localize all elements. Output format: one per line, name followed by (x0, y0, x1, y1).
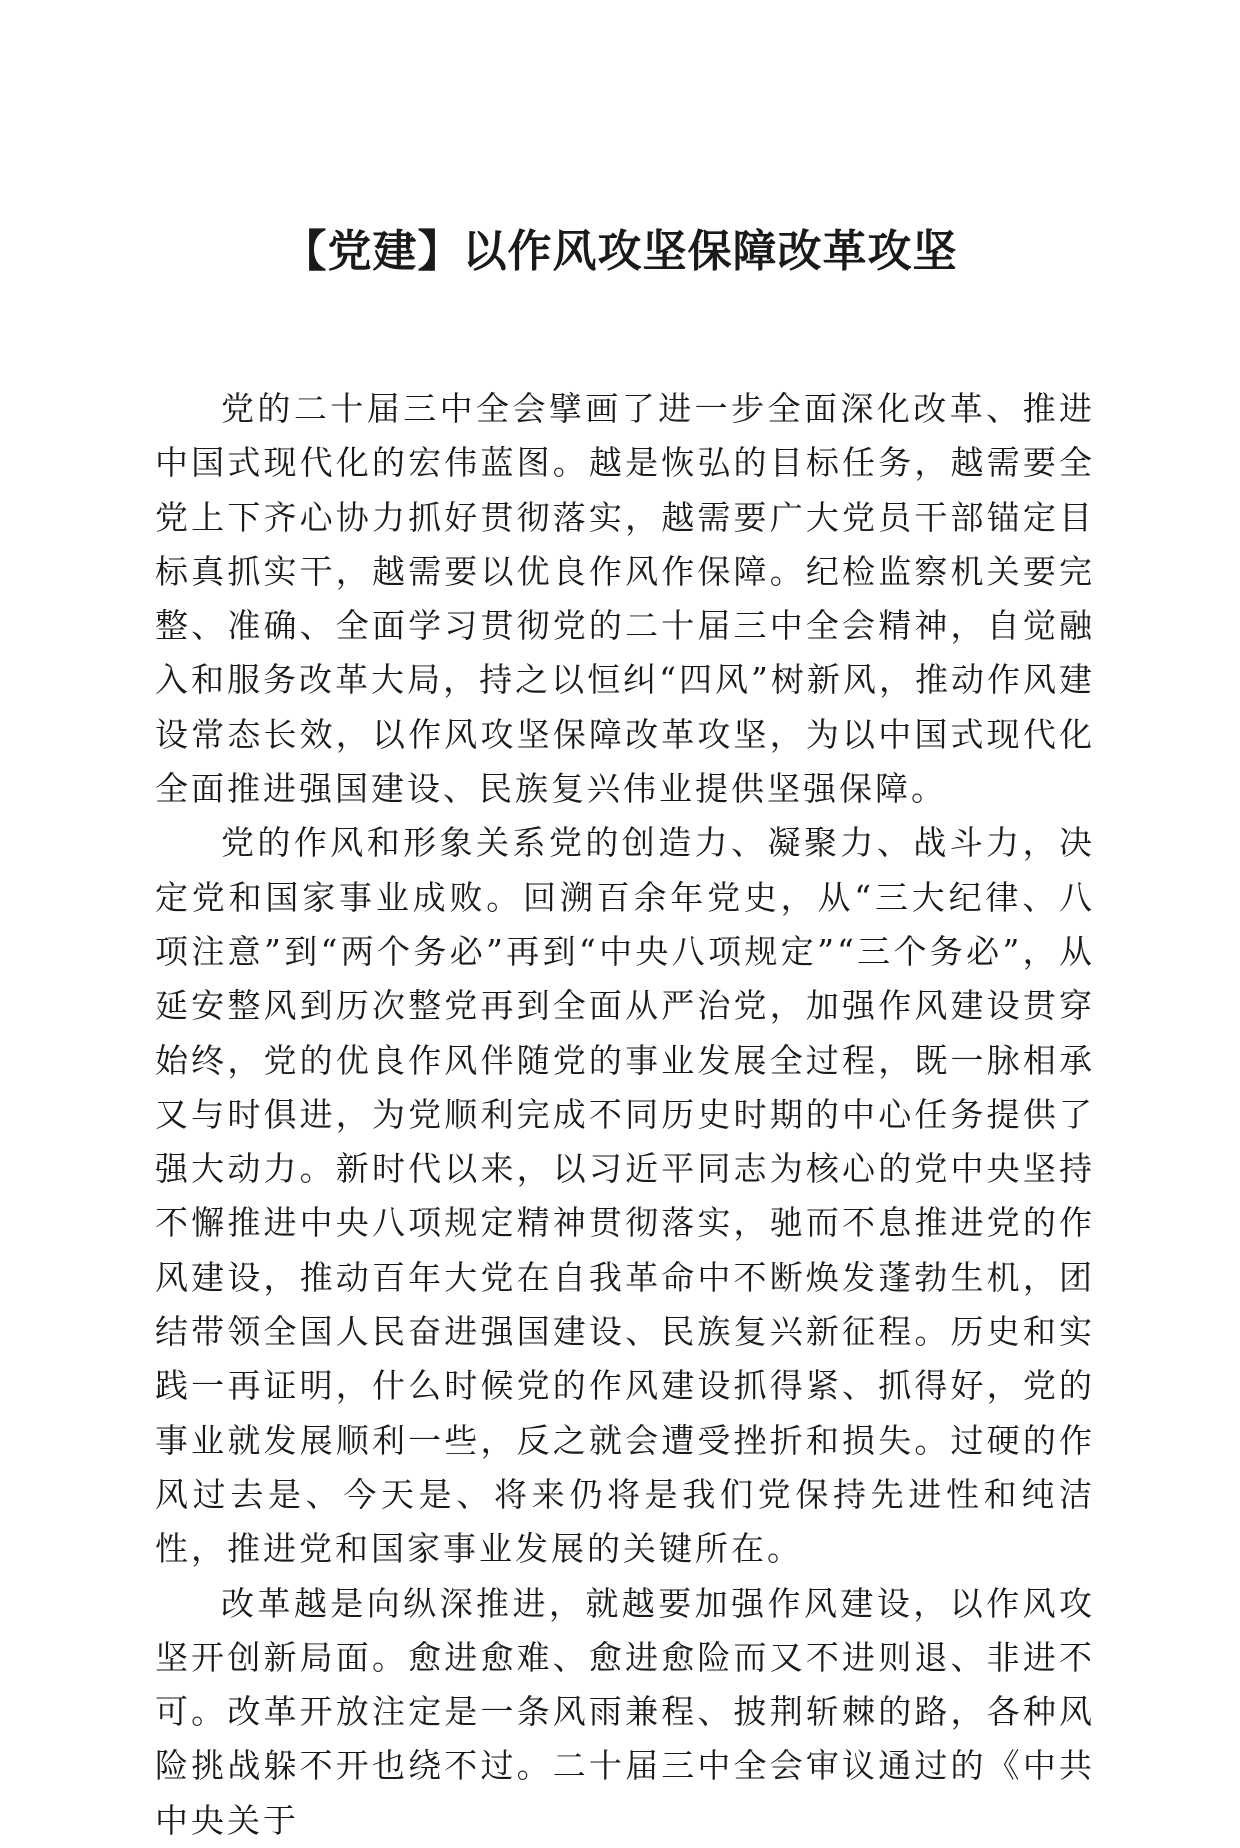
paragraph-2: 党的作风和形象关系党的创造力、凝聚力、战斗力，决定党和国家事业成败。回溯百余年党史，从“三大纪律、八项注意”到“两个务必”再到“中央八项规定”“三个务必”，从延安整风到历次整党再到全面从严治党，加强作风建设贯穿始终，党的优良作风伴随党的事业发展全过程，既一脉相承又与时俱进，为党顺利完成不同历史时期的中心任务提供了强大动力。新时代以来，以习近平同志为核心的党中央坚持不懈推进中央八项规定精神贯彻落实，驰而不息推进党的作风建设，推动百年大党在自我革命中不断焕发蓬勃生机，团结带领全国人民奋进强国建设、民族复兴新征程。历史和实践一再证明，什么时候党的作风建设抓得紧、抓得好，党的事业就发展顺利一些，反之就会遭受挫折和损失。过硬的作风过去是、今天是、将来仍将是我们党保持先进性和纯洁性，推进党和国家事业发展的关键所在。 (155, 823, 1095, 1569)
document-body (155, 382, 1095, 1848)
document-title: 【党建】以作风攻坚保障改革攻坚 (282, 226, 958, 277)
paragraph-3: 改革越是向纵深推进，就越要加强作风建设，以作风攻坚开创新局面。愈进愈难、愈进愈险而又不进则退、非进不可。改革开放注定是一条风雨兼程、披荆斩棘的路，各种风险挑战躲不开也绕不过。二十届三中全会审议通过的《中共中央关于 (155, 1583, 1095, 1840)
paragraph-1: 党的二十届三中全会擘画了进一步全面深化改革、推进中国式现代化的宏伟蓝图。越是恢弘的目标任务，越需要全党上下齐心协力抓好贯彻落实，越需要广大党员干部锚定目标真抓实干，越需要以优良作风作保障。纪检监察机关要完整、准确、全面学习贯彻党的二十届三中全会精神，自觉融入和服务改革大局，持之以恒纠“四风”树新风，推动作风建设常态长效，以作风攻坚保障改革攻坚，为以中国式现代化全面推进强国建设、民族复兴伟业提供坚强保障。 (155, 389, 1095, 809)
